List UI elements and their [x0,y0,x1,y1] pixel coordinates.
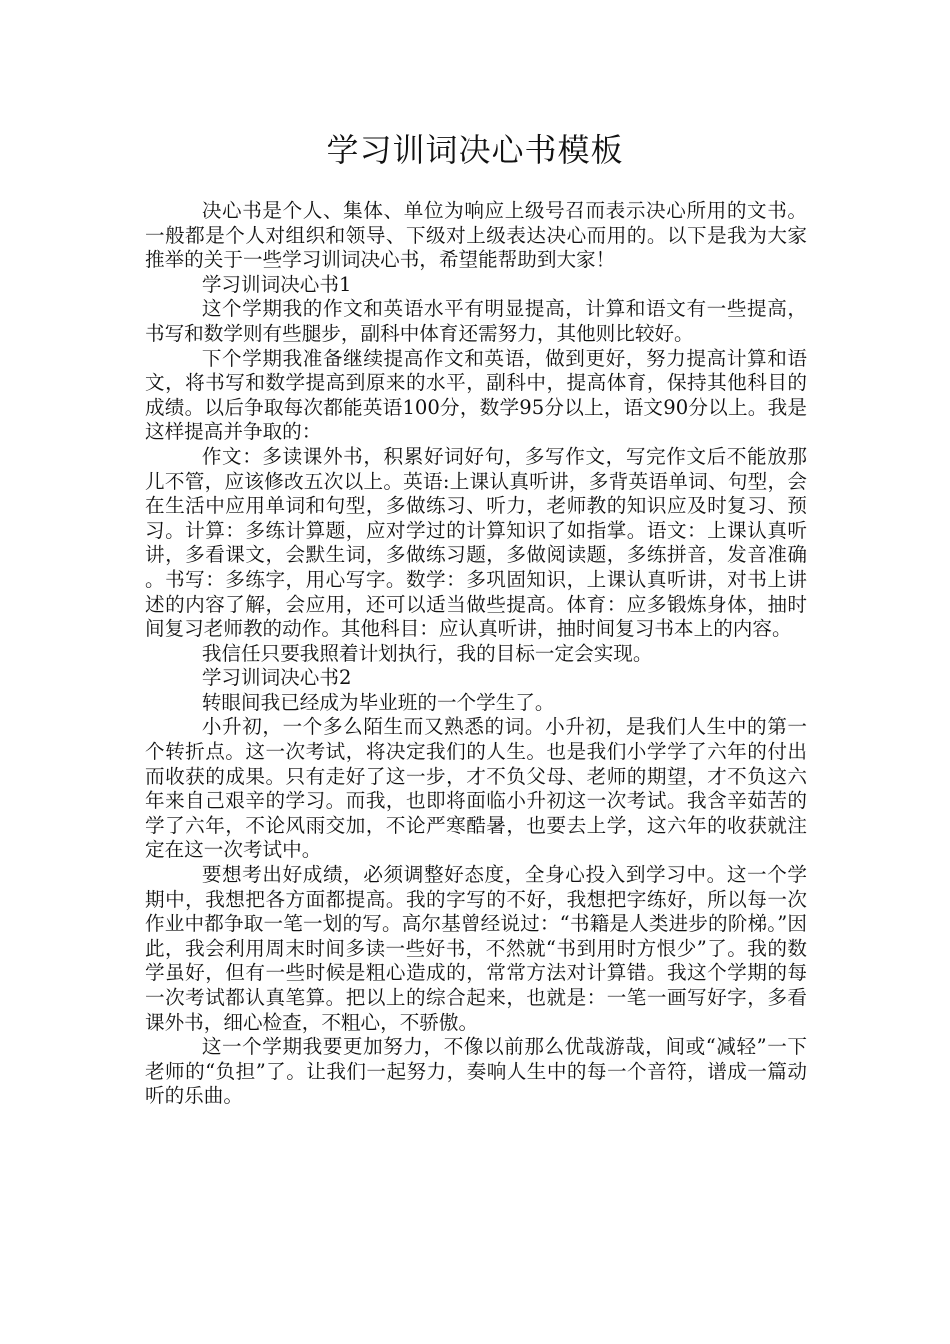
section-heading-1: 学习训词决心书1 [201,272,352,296]
document-title: 学习训词决心书模板 [326,131,624,169]
paragraph: 下个学期我准备继续提高作文和英语，做到更好，努力提高计算和语文，将书写和数学提高到原来的水平，副科中，提高体育，保持其他科目的成绩。以后争取每次都能英语100分，数学95分以上，语文90分以上。我是这样提高并争取的： [145,346,807,444]
paragraph: 这个学期我的作文和英语水平有明显提高，计算和语文有一些提高，书写和数学则有些腿步，副科中体育还需努力，其他则比较好。 [145,297,807,345]
paragraph: 作文：多读课外书，积累好词好句，多写作文，写完作文后不能放那儿不管，应该修改五次以上。英语:上课认真听讲，多背英语单词、句型，会在生活中应用单词和句型，多做练习、听力，老师教的知识应及时复习、预习。计算：多练计算题，应对学过的计算知识了如指掌。语文：上课认真听讲，多看课文，会默生词，多做练习题，多做阅读题，多练拼音，发音准确。书写：多练字，用心写字。数学：多巩固知识，上课认真听讲，对书上讲述的内容了解，会应用，还可以适当做些提高。体育：应多锻炼身体，抽时间复习老师教的动作。其他科目：应认真听讲，抽时间复习书本上的内容。 [145,444,807,641]
paragraph: 转眼间我已经成为毕业班的一个学生了。 [201,690,555,714]
section-heading-2: 学习训词决心书2 [201,666,352,690]
intro-paragraph: 决心书是个人、集体、单位为响应上级号召而表示决心所用的文书。一般都是个人对组织和领导、下级对上级表达决心而用的。以下是我为大家推举的关于一些学习训词决心书，希望能帮助到大家！ [145,199,807,272]
document-body [145,199,807,1109]
paragraph: 这一个学期我要更加努力，不像以前那么优哉游哉，间或“减轻”一下老师的“负担”了。让我们一起努力，奏响人生中的每一个音符，谱成一篇动听的乐曲。 [145,1035,807,1108]
paragraph: 我信任只要我照着计划执行，我的目标一定会实现。 [201,641,653,665]
paragraph: 小升初，一个多么陌生而又熟悉的词。小升初，是我们人生中的第一个转折点。这一次考试，将决定我们的人生。也是我们小学学了六年的付出而收获的成果。只有走好了这一步，才不负父母、老师的期望，才不负这六年来自己艰辛的学习。而我，也即将面临小升初这一次考试。我含辛茹苦的学了六年，不论风雨交加，不论严寒酷暑，也要去上学，这六年的收获就注定在这一次考试中。 [145,715,807,862]
paragraph: 要想考出好成绩，必须调整好态度，全身心投入到学习中。这一个学期中，我想把各方面都提高。我的字写的不好，我想把字练好，所以每一次作业中都争取一笔一划的写。高尔基曾经说过：“书籍是人类进步的阶梯。”因此，我会利用周末时间多读一些好书，不然就“书到用时方恨少”了。我的数学虽好，但有一些时候是粗心造成的，常常方法对计算错。我这个学期的每一次考试都认真笔算。把以上的综合起来，也就是：一笔一画写好字，多看课外书，细心检查，不粗心，不骄傲。 [145,863,807,1034]
